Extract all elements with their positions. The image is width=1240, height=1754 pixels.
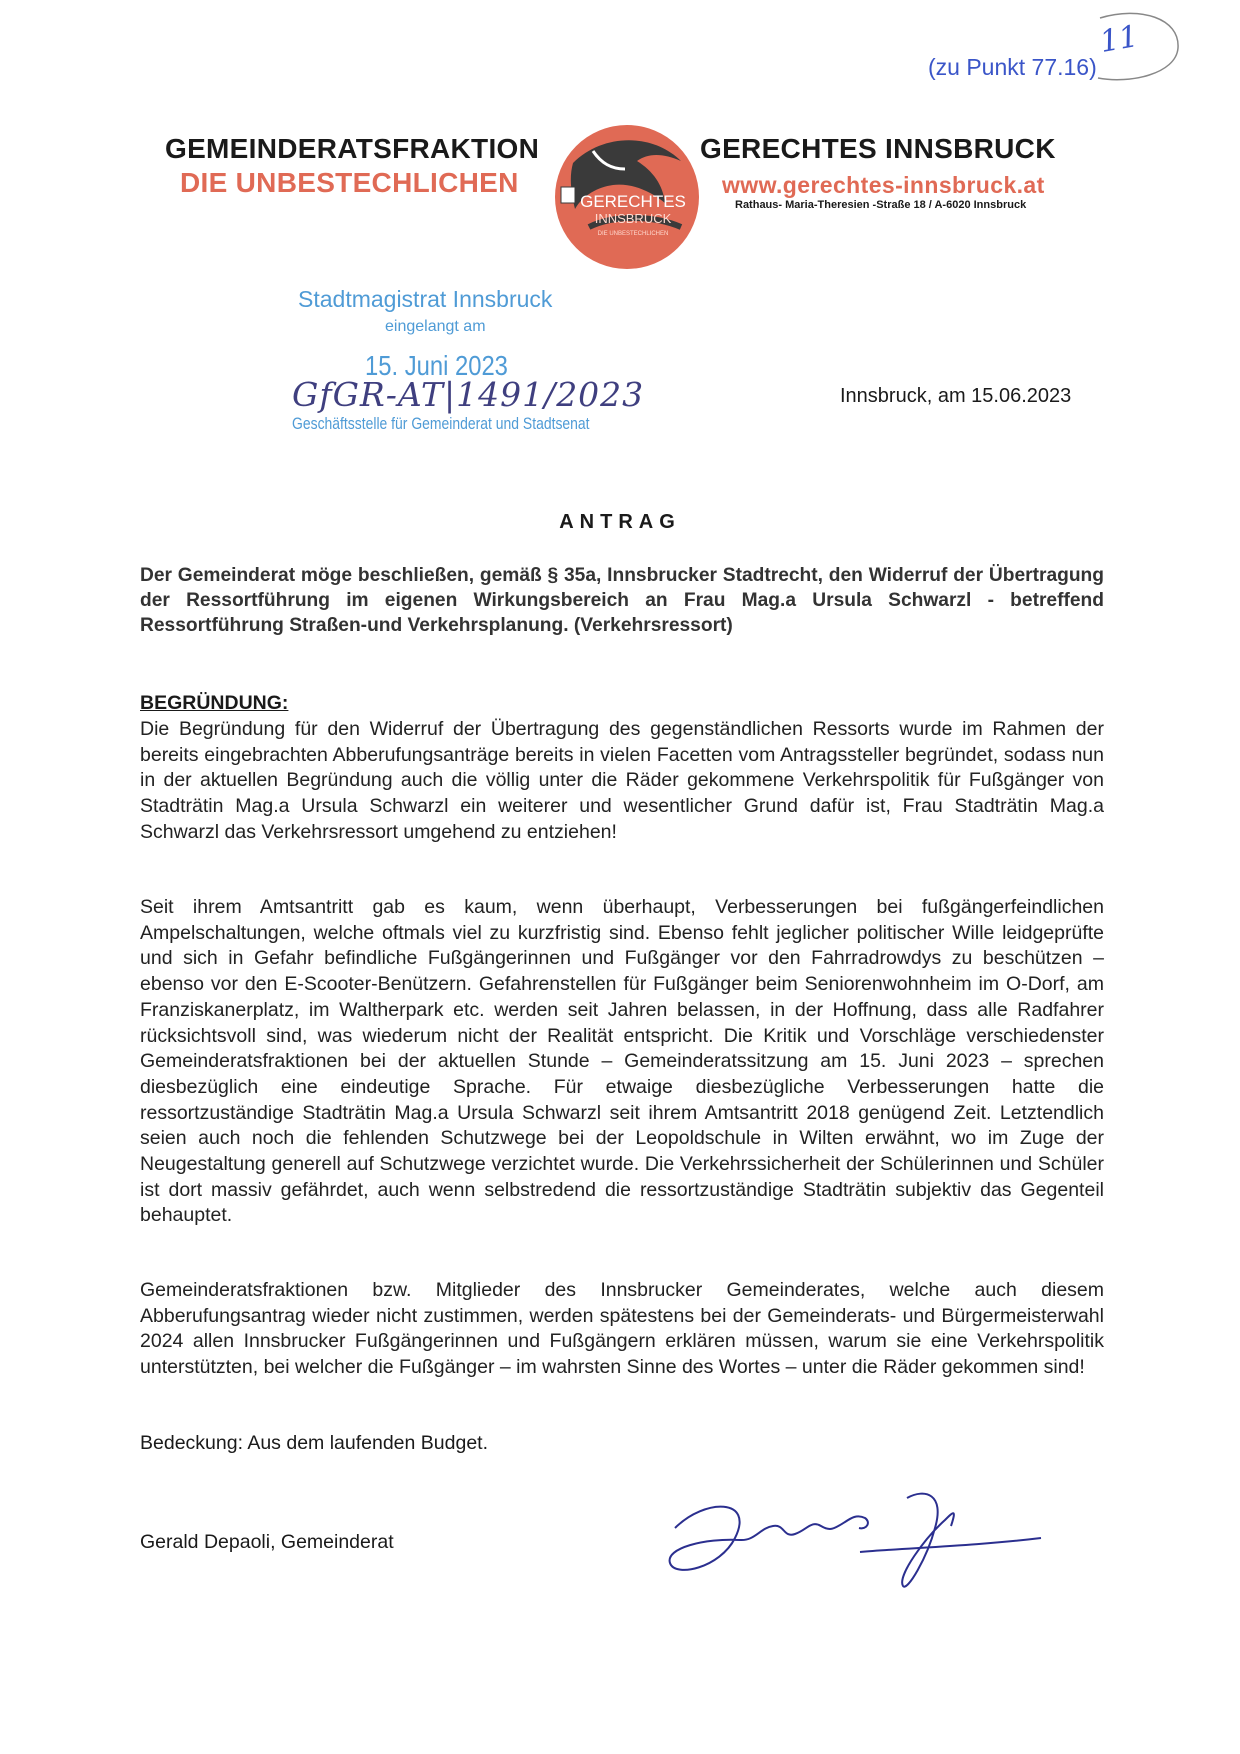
logo-text-top: GERECHTES [580,192,686,211]
stamp-received-date: 15. Juni 2023 [365,350,508,381]
justification-paragraph-2: Seit ihrem Amtsantritt gab es kaum, wenn überhaupt, Verbesserungen bei fußgängerfeindlichen Ampelschaltungen, welche oftmals viel zu kurzfristig sind. Ebenso fehlt jeglicher politischer Wille leidgeprüfte und sich in Gefahr befindliche Fußgängerinnen und Fußgänger vor den Fahrradrowdys zu beschützen – ebenso vor den E-Scooter-Benützern. Gefahrenstellen für Fußgänger beim Seniorenwohnheim im O-Dorf, am Franziskanerplatz, im Waltherpark etc. werden seit Jahren belassen, in der Hoffnung, dass alle Radfahrer rücksichtsvoll sind, was wiederum nicht der Realität entspricht. Die Kritik und Vorschläge verschiedenster Gemeinderatsfraktionen bei der aktuellen Stunde – Gemeinderatssitzung am 15. Juni 2023 – sprechen diesbezüglich eine eindeutige Sprache. Für etwaige diesbezügliche Verbesserungen hatte die ressortzuständige Stadträtin Mag.a Ursula Schwarzl seit ihrem Amtsantritt 2018 genügend Zeit. Letztendlich seien auch noch die fehlenden Schutzwege bei der Leopoldschule in Wilten erwähnt, wo im Zuge der Neugestaltung generell auf Schutzwege verzichtet wurde. Die Verkehrssicherheit der Schülerinnen und Schüler ist dort massiv gefährdet, auch wenn selbstredend die ressortzuständige Stadträtin subjektiv das Gegenteil behauptet. [140,896,1104,1227]
justification-paragraph-1: Die Begründung für den Widerruf der Übertragung des gegenständlichen Ressorts wurde im Rahmen der bereits eingebrachten Abberufungsanträge bereits in vielen Facetten vom Antragssteller begründet, sodass nun in der aktuellen Begründung auch die völlig unter die Räder gekommene Verkehrspolitik für Fußgänger von Stadträtin Mag.a Ursula Schwarzl ein weiterer und wesentlicher Grund dafür ist, Frau Stadträtin Mag.a Schwarzl das Verkehrsressort umgehend zu entziehen! [140,718,1104,843]
logo-text-middle: INNSBRUCK [594,211,672,226]
logo-text-bottom: DIE UNBESTECHLICHEN [597,231,669,237]
letterhead-party: GERECHTES INNSBRUCK [700,133,1056,164]
letterhead-subtitle: DIE UNBESTECHLICHEN [180,167,519,198]
budget-coverage: Bedeckung: Aus dem laufenden Budget. [140,1432,489,1454]
letterhead-website: www.gerechtes-innsbruck.at [722,172,1045,198]
handwritten-number: 11 [1097,18,1141,61]
reference-note: (zu Punkt 77.16) [928,54,1097,80]
stamp-office: Stadtmagistrat Innsbruck [298,286,553,312]
document-date: Innsbruck, am 15.06.2023 [840,385,1072,407]
stamp-received-label: eingelangt am [385,318,486,335]
document-title: ANTRAG [559,511,681,533]
party-logo [553,123,701,271]
stamp-file-number: GfGR-AT|1491/2023 [292,375,645,414]
motion-text: Der Gemeinderat möge beschließen, gemäß § 35a, Innsbrucker Stadtrecht, den Widerruf der Übertragung der Ressortführung im eigenen Wirkungsbereich an Frau Mag.a Ursula Schwarzl - betreffend Ressortführung Straßen-und Verkehrsplanung. (Verkehrsressort) [140,565,1104,636]
letterhead-address: Rathaus- Maria-Theresien -Straße 18 / A-6020 Innsbruck [735,199,1027,211]
letterhead-faction: GEMEINDERATSFRAKTION [165,133,540,164]
signature [645,1468,1065,1608]
signer-name: Gerald Depaoli, Gemeinderat [140,1531,394,1553]
justification-heading: BEGRÜNDUNG: [140,692,289,714]
justification-paragraph-3: Gemeinderatsfraktionen bzw. Mitglieder des Innsbrucker Gemeinderates, welche auch diesem Abberufungsantrag wieder nicht zustimmen, werden spätestens bei der Gemeinderats- und Bürgermeisterwahl 2024 allen Innsbrucker Fußgängerinnen und Fußgängern erklären müssen, warum sie eine Verkehrspolitik unterstützten, bei welcher die Fußgänger – im wahrsten Sinne des Wortes – unter die Räder gekommen sind! [140,1279,1104,1379]
stamp-department: Geschäftsstelle für Gemeinderat und Stadtsenat [292,414,590,433]
